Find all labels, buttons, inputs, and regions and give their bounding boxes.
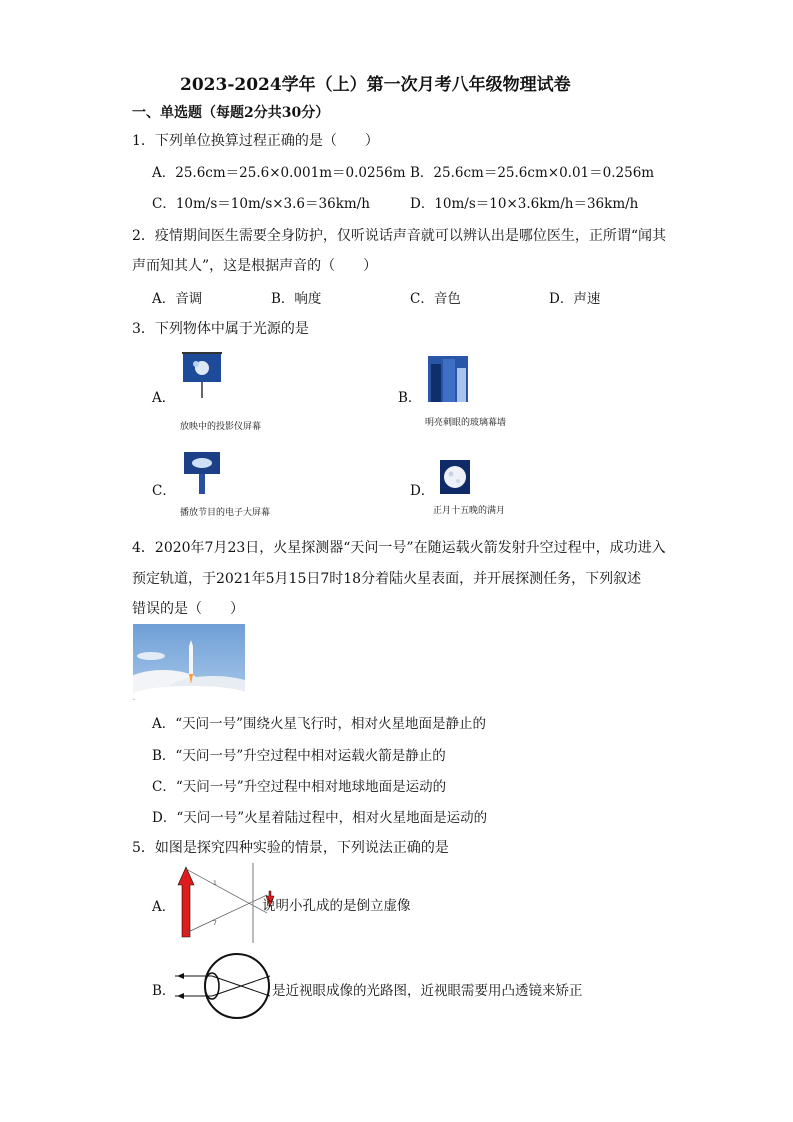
q3-option-b: B． xyxy=(398,390,422,406)
q4-option-d: D．“天问一号”火星着陆过程中，相对火星地面是运动的 xyxy=(152,810,488,826)
q3-option-a: A． xyxy=(152,390,176,406)
q4-option-c: C．“天问一号”升空过程中相对地球地面是运动的 xyxy=(152,779,447,795)
page-title: 2023-2024学年（上）第一次月考八年级物理试卷 xyxy=(180,75,571,95)
section-heading: 一、单选题（每题2分共30分） xyxy=(132,105,330,121)
q3-option-d: D． xyxy=(410,483,435,499)
q4-option-a: A．“天问一号”围绕火星飞行时，相对火星地面是静止的 xyxy=(152,716,487,732)
q1-stem: 1．下列单位换算过程正确的是（ ） xyxy=(132,133,379,149)
q4-stem-line3: 错误的是（ ） xyxy=(132,601,244,617)
q2-option-c: C．音色 xyxy=(410,291,461,307)
myopia-eye-diagram xyxy=(175,950,275,1022)
electronic-screen-image xyxy=(182,452,222,494)
q2-option-d: D．声速 xyxy=(549,291,601,307)
svg-text:7: 7 xyxy=(213,920,217,927)
q5-option-a: A． xyxy=(152,899,176,915)
q2-option-a: A．音调 xyxy=(152,291,203,307)
full-moon-image xyxy=(440,460,470,494)
q4-stem-line1: 4．2020年7月23日，火星探测器“天问一号”在随运载火箭发射升空过程中，成功进入 xyxy=(132,540,666,556)
q3-caption-d: 正月十五晚的满月 xyxy=(433,506,506,516)
q4-stem-line2: 预定轨道，于2021年5月15日7时18分着陆火星表面，并开展探测任务，下列叙述 xyxy=(132,571,642,587)
q5-option-a-text: 说明小孔成的是倒立虚像 xyxy=(262,898,411,914)
q1-option-d: D．10m/s＝10×3.6km/h＝36km/h xyxy=(410,196,639,212)
q2-stem-line1: 2．疫情期间医生需要全身防护，仅听说话声音就可以辨认出是哪位医生，正所谓“闻其 xyxy=(132,228,667,244)
q4-option-b: B．“天问一号”升空过程中相对运载火箭是静止的 xyxy=(152,748,446,764)
q3-caption-b: 明亮刺眼的玻璃幕墙 xyxy=(425,418,507,428)
q1-option-a: A．25.6cm＝25.6×0.001m＝0.0256m xyxy=(152,165,406,181)
q5-stem: 5．如图是探究四种实验的情景，下列说法正确的是 xyxy=(132,840,449,856)
q2-stem-line2: 声而知其人”，这是根据声音的（ ） xyxy=(132,258,378,274)
q3-caption-c: 播放节目的电子大屏幕 xyxy=(180,508,271,518)
q2-option-b: B．响度 xyxy=(271,291,322,307)
q5-option-b-text: 是近视眼成像的光路图，近视眼需要用凸透镜来矫正 xyxy=(272,983,583,999)
q1-option-c: C．10m/s＝10m/s×3.6＝36km/h xyxy=(152,196,370,212)
svg-text:1: 1 xyxy=(213,880,217,887)
q3-stem: 3．下列物体中属于光源的是 xyxy=(132,321,309,337)
glass-wall-image xyxy=(428,356,468,402)
q3-caption-a: 放映中的投影仪屏幕 xyxy=(180,422,262,432)
q5-option-b: B． xyxy=(152,983,176,999)
q3-option-c: C． xyxy=(152,483,176,499)
projector-screen-image xyxy=(182,352,222,398)
rocket-launch-image xyxy=(133,624,245,700)
q1-option-b: B．25.6cm＝25.6cm×0.01＝0.256m xyxy=(410,165,655,181)
